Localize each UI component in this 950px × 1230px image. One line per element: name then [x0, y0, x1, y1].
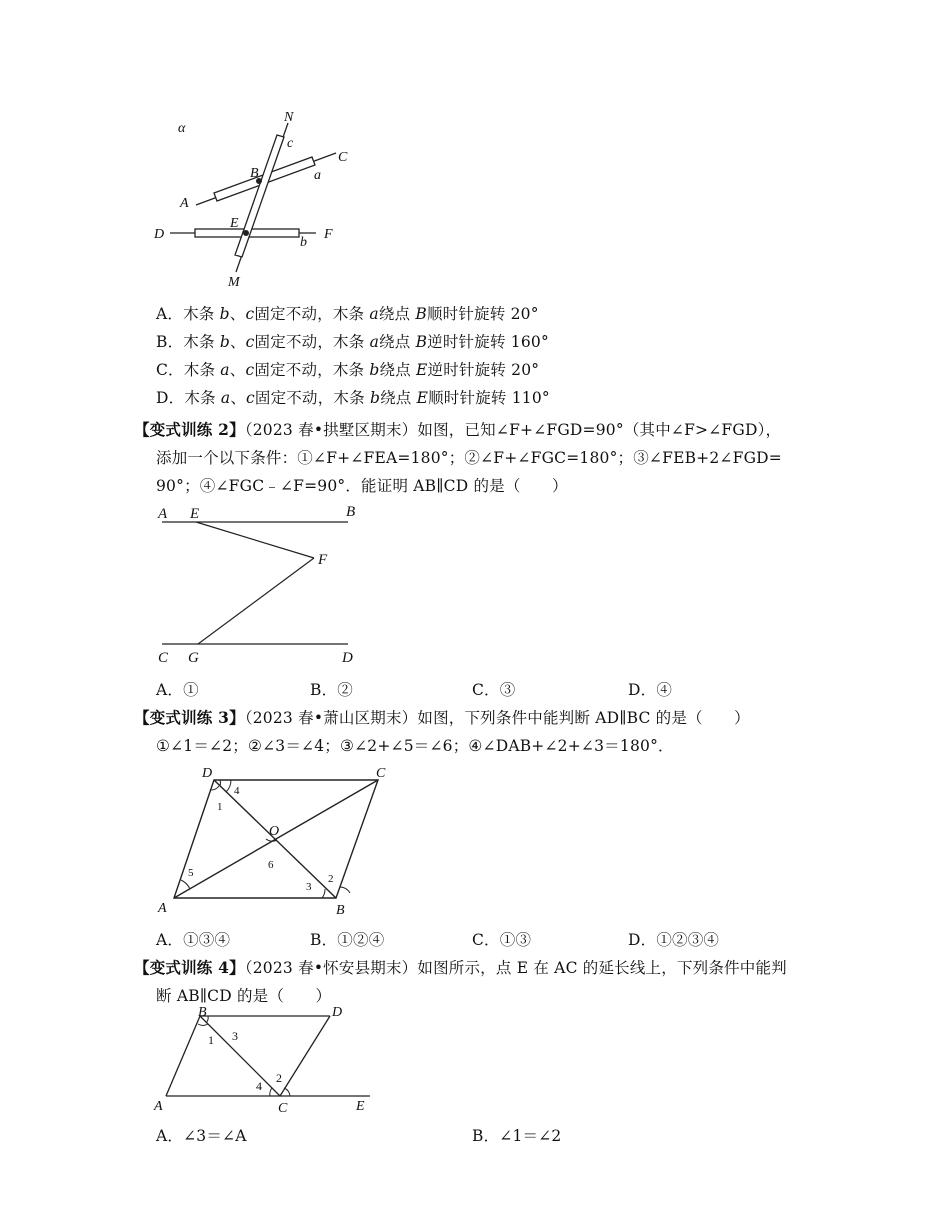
- label-B: B: [336, 903, 345, 918]
- angle-label-5: 5: [188, 867, 194, 879]
- label-D: D: [154, 227, 165, 242]
- label-M: M: [228, 275, 240, 290]
- q2-stem-1: 如图，已知∠F+∠FGD=90°（其中∠F>∠FGD），: [417, 421, 782, 439]
- segment-ef: [196, 522, 314, 558]
- q3-option-c: C．①③: [472, 931, 532, 949]
- label-C: C: [376, 766, 386, 781]
- figure-wood-sticks: [140, 105, 370, 290]
- q4-stem-1: 如图所示，点 E 在 AC 的延长线上，下列条件中能判: [417, 959, 787, 977]
- figure-q2: [150, 502, 370, 670]
- q4-option-a: A．∠3＝∠A: [156, 1127, 247, 1145]
- label-D: D: [202, 766, 213, 781]
- angle-label-3: 3: [306, 881, 312, 893]
- label-C: C: [158, 650, 169, 666]
- figure-q4: [150, 1006, 380, 1118]
- label-C: C: [278, 1101, 288, 1116]
- label-A: A: [158, 901, 167, 916]
- label-n: N: [284, 110, 294, 125]
- q4-stem-2: 断 AB∥CD 的是（ ）: [156, 987, 332, 1005]
- label-G: G: [188, 650, 199, 666]
- q2-stem-3: 90°；④∠FGC﹣∠F=90°．能证明 AB∥CD 的是（ ）: [156, 477, 568, 495]
- q4-tag: 【变式训练 4】: [134, 958, 245, 977]
- angle-label-2: 2: [276, 1071, 282, 1085]
- q4-source: （2023 春•怀安县期末）: [244, 959, 418, 977]
- angle-label-4: 4: [234, 785, 240, 797]
- angle-label-6: 6: [268, 859, 274, 871]
- q2-option-a: A．①: [156, 681, 199, 699]
- q2-option-c: C．③: [472, 681, 516, 699]
- label-alpha: α: [178, 121, 186, 136]
- label-E: E: [230, 216, 239, 231]
- segment-fg: [198, 558, 314, 644]
- segment-ab: [166, 1016, 200, 1096]
- segment-cd: [280, 1016, 330, 1096]
- q1-option-d: D．木条 a、c固定不动，木条 b绕点 E顺时针旋转 110°: [156, 389, 550, 407]
- label-A: A: [158, 506, 168, 522]
- label-E: E: [190, 506, 200, 522]
- angle-label-3: 3: [232, 1029, 238, 1043]
- label-A: A: [180, 196, 189, 211]
- q3-tag: 【变式训练 3】: [134, 708, 245, 727]
- label-b: b: [300, 235, 307, 250]
- label-A: A: [154, 1099, 163, 1114]
- label-B: B: [250, 166, 259, 181]
- angle-label-1: 1: [217, 801, 223, 813]
- q1-option-b: B．木条 b、c固定不动，木条 a绕点 B逆时针旋转 160°: [156, 333, 549, 351]
- angle-label-1: 1: [208, 1033, 214, 1047]
- q2-heading: [134, 418, 781, 440]
- q3-source: （2023 春•萧山区期末）: [244, 709, 418, 727]
- figure-q3: [150, 762, 400, 920]
- q4-heading: [134, 956, 787, 978]
- q2-source: （2023 春•拱墅区期末）: [244, 421, 418, 439]
- angle-label-2: 2: [328, 873, 334, 885]
- label-D: D: [332, 1006, 343, 1020]
- q4-option-b: B．∠1＝∠2: [472, 1127, 562, 1145]
- label-D: D: [342, 650, 353, 666]
- diagonal-db: [214, 780, 336, 898]
- angle-label-4: 4: [256, 1079, 262, 1093]
- label-c: c: [287, 136, 294, 151]
- label-F: F: [318, 552, 328, 568]
- q3-option-d: D．①②③④: [628, 931, 720, 949]
- label-C: C: [338, 150, 348, 165]
- q2-tag: 【变式训练 2】: [134, 420, 245, 439]
- q2-option-d: D．④: [628, 681, 673, 699]
- q1-option-c: C．木条 a、c固定不动，木条 b绕点 E逆时针旋转 20°: [156, 361, 540, 379]
- q2-stem-2: 添加一个以下条件：①∠F+∠FEA=180°；②∠F+∠FGC=180°；③∠FEB+2∠FGD=: [156, 449, 782, 467]
- label-B: B: [198, 1006, 207, 1020]
- q3-option-b: B．①②④: [310, 931, 385, 949]
- label-F: F: [324, 227, 333, 242]
- q3-heading: [134, 706, 750, 728]
- label-E: E: [356, 1099, 365, 1114]
- q1-option-a: A．木条 b、c固定不动，木条 a绕点 B顺时针旋转 20°: [156, 305, 539, 323]
- label-O: O: [269, 824, 280, 839]
- stick-c: [235, 135, 284, 257]
- segment-bc: [200, 1016, 280, 1096]
- q3-stem-1: 如图，下列条件中能判断 AD∥BC 的是（ ）: [417, 709, 750, 727]
- label-B: B: [346, 504, 356, 520]
- q3-stem-2: ①∠1＝∠2；②∠3＝∠4；③∠2+∠5＝∠6；④∠DAB+∠2+∠3＝180°．: [156, 737, 674, 755]
- q2-option-b: B．②: [310, 681, 353, 699]
- q3-option-a: A．①③④: [156, 931, 231, 949]
- label-a: a: [314, 168, 321, 183]
